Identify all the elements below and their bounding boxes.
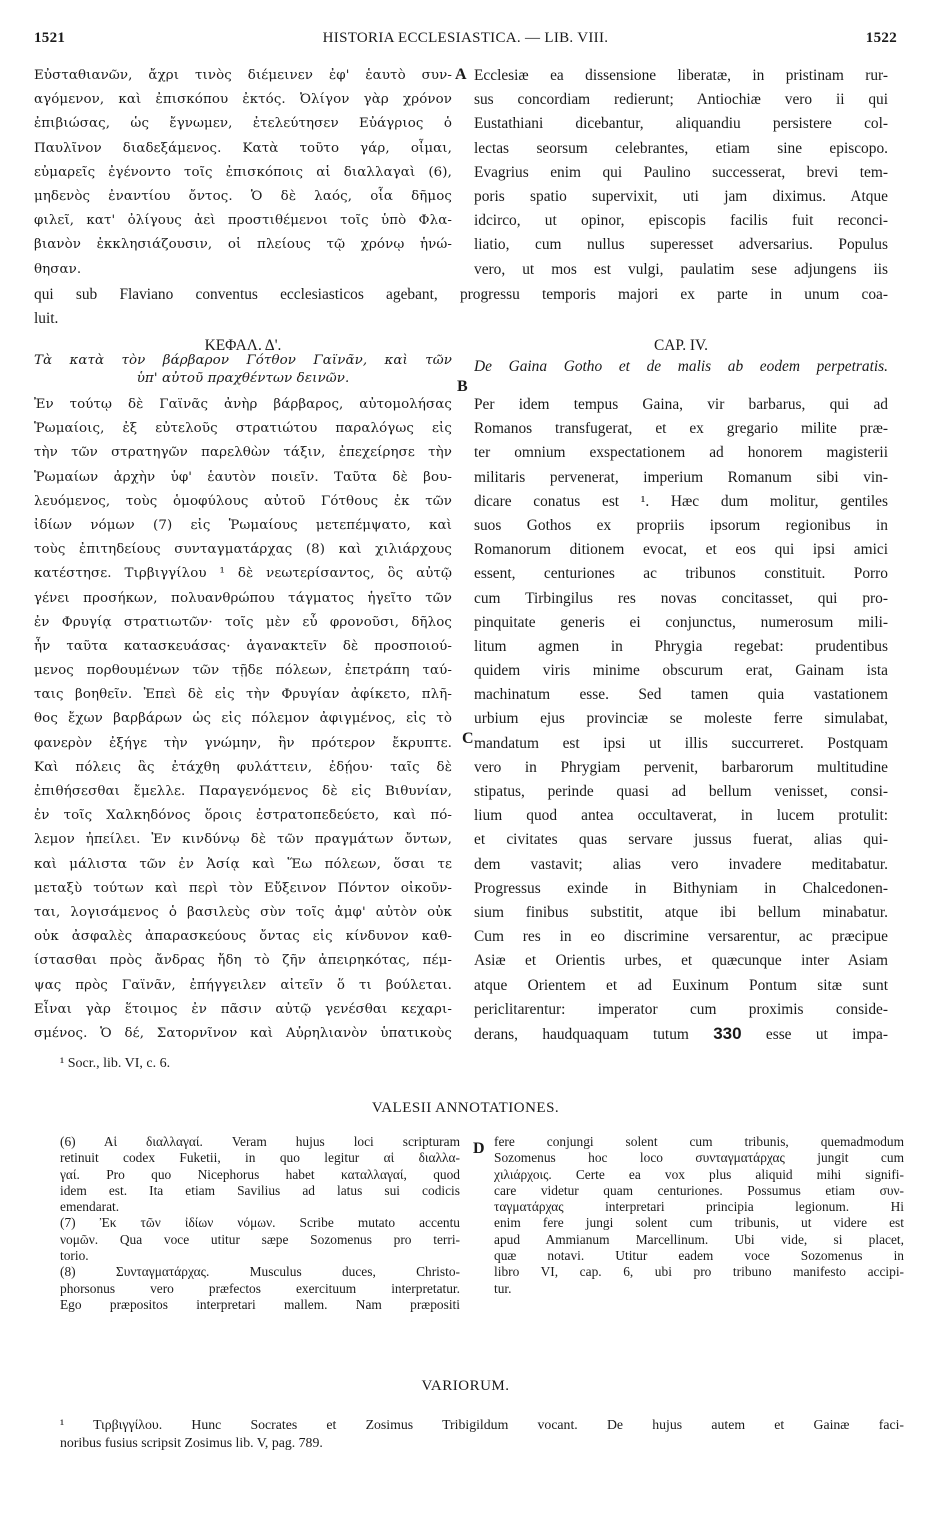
text-line: ται, λογισάμενος ὁ βασιλεὺς σὺν τοῖς ἀμφ' αὐτὸν οὐκ [34, 904, 452, 920]
text-line: Ecclesiæ ea dissensione liberatæ, in pristinam rur- [474, 67, 888, 84]
text-line: vero, ut mos est vulgi, paulatim sese adjungens iis [474, 260, 888, 278]
text-line: ἐν τοῖς Χαλκηδόνος ὅροις ἐστρατοπεδεύετο, καὶ πό- [34, 808, 452, 824]
page-number-left: 1521 [34, 30, 66, 46]
text-line: κατέστησε. Τιρβιγγίλου ¹ δὲ νεωτερίσαντος, ὃς αὐτῷ [34, 566, 452, 582]
text-line: ἦν ταῦτα κατασκευάσας· ἀγανακτεῖν δὲ προσποιού- [34, 638, 452, 654]
subtitle-line: Τὰ κατὰ τὸν βάρβαρον Γότθον Γαϊνᾶν, καὶ τῶν [34, 353, 452, 368]
full-width-continuation [34, 283, 888, 331]
text-line: μεταξὺ τούτων καὶ περὶ τὸν Εὔξεινον Πόντον οἰκοῦν- [34, 880, 452, 896]
variorum-title: VARIORUM. [421, 1378, 510, 1394]
annotation-line: (7) Ἐκ τῶν ἰδίων νόμων. Scribe mutato accentu [60, 1215, 460, 1231]
text-line: Asiæ et Orientis urbes, et quæcunque inter Asiam [474, 952, 888, 970]
text-line: θησαν. [34, 261, 82, 277]
text-line: liatio, cum nullus superesset adversarius. Populus [474, 236, 888, 254]
text-line: αγόμενον, καὶ ἐπισκόπου ἐκτός. Ὀλίγον γὰρ χρόνον [34, 92, 452, 108]
annotation-line: fere conjungi solent cum tribunis, quemadmodum [494, 1134, 904, 1149]
text-line: Romanos transfugerat, et ex gregario milite præ- [474, 420, 888, 438]
text-line: ἐν Φρυγίᾳ στρατιωτῶν· τοῖς μὲν εὖ φρονοῦσι, δῆλος [34, 614, 452, 630]
text-line: dem vastavit; alias vero invadere meditabatur. [474, 855, 888, 873]
text-line: ίστασθαι πρὸς ἄνδρας ἤδη τὸ ζῆν ἀπειρηκότας, πέμ- [34, 953, 452, 969]
text-line: Romanorum ditionem evocat, et eos qui ipsi amici [474, 541, 888, 559]
text-line: σμένος. Ὁ δέ, Σατορνῖνον καὶ Αὐρηλιανὸν ὑπατικοὺς [34, 1025, 452, 1041]
annotation-line: apud Ammianum Marcellinum. Ubi vide, si placet, [494, 1231, 904, 1247]
text-line: Καὶ πόλεις ἃς ἐτάχθη φυλάττειν, ἐδῄου· ταῖς δὲ [34, 759, 452, 775]
text-line: τοὺς ἐπιτηδείους συνταγματάρχας (8) καὶ χιλιάρχους [34, 542, 452, 558]
greek-chapter-body [34, 393, 452, 1046]
text-line: Ἐν τούτῳ δὲ Γαϊνᾶς ἀνὴρ βάρβαρος, αὐτομολήσας [34, 397, 452, 412]
text-line: Evagrius enim qui Paulino successerat, brevi tem- [474, 163, 888, 181]
annotation-line: idem est. Ita etiam Savilius ad latus sui codicis [60, 1182, 460, 1198]
column-number: 330 [713, 1023, 742, 1043]
text-line: periclitarentur: imperator cum proximis conside- [474, 1000, 888, 1018]
annotation-line: torio. [60, 1248, 89, 1264]
text-line: mandatum est ipsi ut illis succurreret. Postquam [474, 734, 888, 752]
annotation-line: Ego præpositos interpretari mallem. Nam præpositi [60, 1296, 460, 1312]
latin-continuation [474, 64, 888, 282]
text-fragment: derans, haudquaquam tutum [474, 1025, 689, 1043]
annotation-line: emendarat. [60, 1199, 120, 1215]
text-line: litum agmen in Phrygia regebat: prudentibus [474, 637, 888, 655]
subtitle-line: ὑπ' αὐτοῦ πραχθέντων δεινῶν. [136, 371, 350, 386]
running-head [34, 30, 897, 52]
latin-chapter-subtitle [474, 355, 888, 379]
section-marker-c: C [462, 730, 474, 747]
text-line: καὶ μάλιστα τῶν ἐν Ἀσίᾳ καὶ Ἕω πόλεων, ὅσαι τε [34, 856, 452, 872]
variorum-line: ¹ Τιρβιγγίλου. Hunc Socrates et Zosimus Tribigildum vocant. De hujus autem et Gainæ faci- [60, 1417, 904, 1432]
annotation-line: Sozomenus hoc loco συνταγματάρχας jungit cum [494, 1150, 904, 1166]
variorum-note [60, 1416, 904, 1452]
chapter-heading-greek: ΚΕΦΑΛ. Δ'. [204, 337, 282, 354]
text-line: qui sub Flaviano conventus ecclesiasticos agebant, progressu temporis majori ex parte in unum coa- [34, 286, 888, 303]
text-line: Ῥωμαίων ἀρχὴν ὑφ' ἑαυτὸν ποιεῖν. Ταῦτα δὲ βου- [34, 469, 452, 485]
text-line: dicare conatus est ¹. Hæc dum molitur, gentiles [474, 492, 888, 510]
annotation-line: γαί. Pro quo Nicephorus habet καταλλαγαί, quod [60, 1166, 460, 1182]
text-line [474, 1022, 888, 1046]
annotation-line: enim fere jungi solent cum tribunis, ut videre est [494, 1215, 904, 1231]
annotation-line: ταγματάρχας interpretari principia legionum. Hi [494, 1199, 904, 1215]
footnote: ¹ Socr., lib. VI, c. 6. [60, 1056, 171, 1071]
text-line: et civitates quas servare jussus fuerat, alias qui- [474, 831, 888, 849]
annotation-line: care videtur quam centuriones. Possumus etiam συν- [494, 1182, 904, 1198]
running-title: HISTORIA ECCLESIASTICA. — LIB. VIII. [322, 30, 609, 46]
text-line: οὐκ ἀσφαλὲς ἀπαρασκεύους ὄντας εἰς κίνδυνον καθ- [34, 929, 452, 945]
annotation-line: libro VI, cap. 6, ubi pro tribuno manifesto accipi- [494, 1264, 904, 1280]
text-line: λευόμενος, τοὺς ὁμοφύλους αὐτοῦ Γότθους ἐκ τῶν [34, 493, 452, 509]
annotation-line: tur. [494, 1280, 512, 1296]
text-line: sium finibus substitit, atque ibi bellum minabatur. [474, 903, 888, 921]
text-line: machinatum esse. Sed tamen quia vastationem [474, 686, 888, 704]
text-line: suos Gothos ex propriis ipsorum regionibus in [474, 516, 888, 534]
text-line: φιλεῖ, κατ' ὀλίγους ἀεὶ προστιθέμενοι τοῖς ὑπὸ Φλα- [34, 213, 452, 229]
annotation-line: (8) Συνταγματάρχας. Musculus duces, Christo- [60, 1264, 460, 1280]
text-line: ter omnium exspectationem ad honorem magisterii [474, 444, 888, 462]
greek-continuation [34, 64, 452, 282]
section-marker-d: D [473, 1140, 485, 1157]
text-line: quidem viris minime obscurum erat, Gainam ista [474, 662, 888, 680]
annotation-line: (6) Αἱ διαλλαγαί. Veram hujus loci scripturam [60, 1134, 460, 1149]
annotation-line: χιλιάρχοις. Certe ea vox plus aliquid mihi signifi- [494, 1166, 904, 1182]
variorum-line: noribus fusius scripsit Zosimus lib. V, pag. 789. [60, 1435, 323, 1450]
page-number-right: 1522 [865, 30, 897, 46]
text-line: urbium ejus provinciæ se moleste ferre simulabat, [474, 710, 888, 728]
text-line: ἐπιβιώσας, ὡς ἔγνωμεν, ἐτελεύτησεν Εὐάγριος ὁ [34, 116, 452, 132]
text-fragment: esse ut impa- [765, 1025, 888, 1043]
annotations-title: VALESII ANNOTATIONES. [371, 1100, 560, 1116]
text-line: Εὐσταθιανῶν, ἄχρι τινὸς διέμεινεν ἐφ' ἑαυτὸ συν- [34, 68, 452, 83]
text-line: εὐμαρεῖς ἐγένοντο τοῖς ἐπισκόποις αἱ διαλλαγαὶ (6), [34, 164, 452, 180]
chapter-heading-latin: CAP. IV. [653, 337, 709, 354]
text-line: lectas seorsum celebrantes, etiam sine episcopo. [474, 139, 888, 157]
text-line: pinquitate generis ei conjunctus, numerosum mili- [474, 613, 888, 631]
text-line: Eustathiani dicebantur, aliquandiu persistere col- [474, 115, 888, 133]
text-line: τὴν τῶν στρατηγῶν παρελθὼν τάξιν, ἐπεχείρησε τὴν [34, 445, 452, 461]
section-marker-b: B [457, 378, 468, 395]
text-line: ταις βοηθεῖν. Ἐπεὶ δὲ εἰς τὴν Φρυγίαν ἀφίκετο, πλῆ- [34, 687, 452, 703]
text-line: ψας πρὸς Γαϊνᾶν, ἐπήγγειλεν αἰτεῖν ὅ τι βούλεται. [34, 977, 452, 993]
text-line: θος ἔχων βαρβάρων ὡς εἰς πόλεμον ἀφιγμένος, εἰς τὸ [34, 711, 452, 727]
text-line: atque Orientem et ad Euxinum Pontum sitæ sunt [474, 976, 888, 994]
subtitle-line: De Gaina Gotho et de malis ab eodem perpetratis. [474, 358, 888, 375]
text-line: lium quod antea occultaverat, in lucem protulit: [474, 807, 888, 825]
annotation-line: quæ notavi. Utitur eadem voce Sozomenus in [494, 1248, 904, 1264]
latin-chapter-body [474, 393, 888, 1046]
text-line: γένει προσήκων, πολυανθρώπου τάγματος ἡγεῖτο τῶν [34, 590, 452, 606]
greek-chapter-subtitle [34, 352, 452, 388]
text-line: μηδενὸς ἐναντίου ὄντος. Ὁ δὲ λαός, οἷα δῆμος [34, 188, 452, 204]
text-line: Ῥωμαίοις, ἐξ εὐτελοῦς στρατιώτου παραλόγως εἰς [34, 421, 452, 437]
annotation-line: νομῶν. Qua voce utitur sæpe Sozomenus pro terri- [60, 1231, 460, 1247]
text-line: vero in Phrygiam pervenit, barbarorum multitudine [474, 758, 888, 776]
text-line: militaris pervenerat, imperium Romanum sibi vin- [474, 468, 888, 486]
text-line: stipatus, perinde quasi ad bellum venisset, consi- [474, 783, 888, 800]
text-line: Εἶναι γὰρ ἕτοιμος ἐν πᾶσιν αὐτῷ γενέσθαι κεχαρι- [34, 1001, 452, 1017]
text-line: ἐπιθήσεσθαι ἔμελλε. Παραγενόμενος δὲ εἰς Βιθυνίαν, [34, 784, 452, 799]
text-line: Per idem tempus Gaina, vir barbarus, qui ad [474, 396, 888, 413]
text-line: βιανὸν ἐκκλησιάζουσιν, οἱ πλείους τῷ χρόνῳ ἡνώ- [34, 237, 452, 253]
text-line: idcirco, ut opinor, episcopis facilis fuit reconci- [474, 212, 888, 230]
text-line: Progressus exinde in Bithyniam in Chalcedonen- [474, 879, 888, 897]
text-line: ἰδίων νόμων (7) εἰς Ῥωμαίους μετεπέμψατο, καὶ [34, 517, 452, 533]
text-line: μενος πορθουμένων τῶν τῇδε πόλεων, ἐπετράπη ταύ- [34, 663, 452, 679]
text-line: cum Tirbingilus res novas concitasset, qui pro- [474, 589, 888, 607]
annotation-line: phorsonus vero præfectos exercituum interpretatur. [60, 1280, 460, 1296]
text-line: Παυλῖνον διαδεξάμενος. Κατὰ τοῦτο γάρ, οἶμαι, [34, 140, 452, 156]
text-line: sus concordiam redierunt; Antiochiæ vero ii qui [474, 91, 888, 109]
text-line: poris spatio supervixit, uti jam diximus. Atque [474, 187, 888, 205]
text-line: essent, centuriones ac tribunos constituit. Porro [474, 565, 888, 583]
text-line: λεμον ἠπείλει. Ἐν κινδύνῳ δὲ τῶν πραγμάτων ὄντων, [34, 832, 452, 848]
text-line: φανερὸν ἐξήγε τὴν γνώμην, ἣν πρότερον ἔκρυπτε. [34, 735, 452, 751]
annotation-line: retinuit codex Fuketii, in quo legitur αἱ διαλλα- [60, 1150, 460, 1166]
section-marker-a: A [455, 66, 467, 83]
annotations-left-column [60, 1134, 460, 1313]
text-line: luit. [34, 310, 59, 328]
text-line: Cum res in eo discrimine versarentur, ac præcipue [474, 928, 888, 946]
annotations-right-column [494, 1134, 904, 1297]
